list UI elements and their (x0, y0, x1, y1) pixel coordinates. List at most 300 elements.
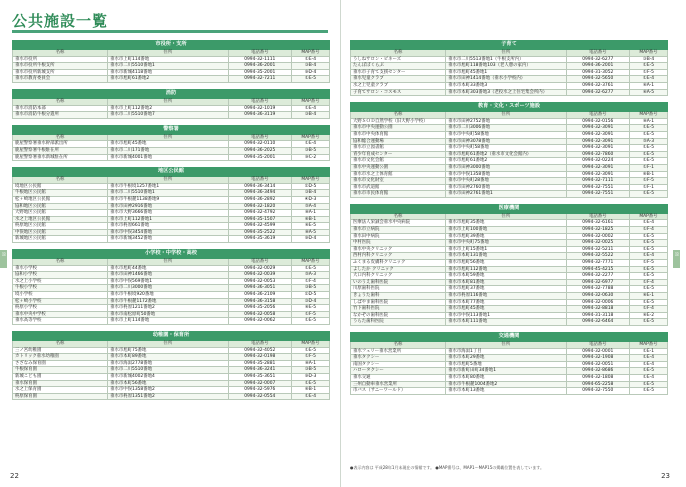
table-row (351, 76, 668, 83)
facility-name: 垂水小学校 (13, 265, 108, 272)
column-header-name: 名称 (13, 177, 108, 184)
facility-address: 垂水市田神2752番地 (446, 118, 566, 125)
table-row (13, 112, 330, 119)
facility-tel: 0994-36-2892 (228, 196, 291, 203)
facility-address: 垂水市上町15番地1 (446, 246, 566, 253)
section-title: 小学校・中学校・高校 (13, 250, 330, 259)
facility-map: ①E-4 (629, 253, 667, 260)
facility-address: 垂水市中央町28番地 (446, 178, 566, 185)
facility-name: 境地区公民館 (13, 183, 108, 190)
table-row (13, 147, 330, 154)
column-header-map: MAP番号 (291, 50, 329, 57)
facility-address: 垂水市田神2916番地 (108, 203, 228, 210)
facility-map: ③B-4 (629, 56, 667, 63)
facility-name: ふくまる皮膚科クリニック (351, 260, 446, 267)
column-header-tel: 電話番号 (566, 112, 629, 119)
facility-address: 垂水市中俣113番地1 (446, 312, 566, 319)
facility-map: ②D-5 (291, 292, 329, 299)
facility-tel: 0994-35-2001 (228, 69, 291, 76)
facility-address: 垂水市本町56番地 (108, 380, 228, 387)
section-title: 子育て (351, 41, 668, 50)
table-row (351, 184, 668, 191)
table-row (351, 368, 668, 375)
facility-name: 中俣地区公民館 (13, 229, 108, 236)
facility-name: 大口内科クリニック (351, 273, 446, 280)
table-row (351, 273, 668, 280)
facility-name: 川原歯科医院 (351, 286, 446, 293)
table-row (13, 292, 330, 299)
facility-map: ①E-4 (291, 393, 329, 400)
facility-address: 垂水市旭町45番地1 (446, 69, 566, 76)
facility-address: 垂水市本町80番地 (446, 374, 566, 381)
facility-tel: 0994-35-2881 (228, 360, 291, 367)
table-row (351, 246, 668, 253)
facility-tel: 0994-32-0029 (228, 265, 291, 272)
facility-tel: 0994-32-8818 (566, 306, 629, 313)
facility-address: 垂水市本町77番地 (446, 299, 566, 306)
facility-address: 垂水市二川3000番地 (108, 285, 228, 292)
table-row (13, 285, 330, 292)
facility-map: ①E-5 (629, 158, 667, 165)
facility-name: 垂水中央運動公園 (351, 164, 446, 171)
facility-address: 垂水市牛根麓1138番地9 (108, 196, 228, 203)
facility-name: 垂水タクシー (351, 355, 446, 362)
table-row (351, 138, 668, 145)
column-header-address: 住所 (108, 98, 228, 105)
column-header-name: 名称 (351, 112, 446, 119)
facility-map: ①E-4 (291, 105, 329, 112)
facility-address: 垂水市本町13番地 (446, 388, 566, 395)
column-header-name: 名称 (351, 341, 446, 348)
facility-tel: 0994-45-4215 (566, 266, 629, 273)
facility-map: ①E-5 (629, 131, 667, 138)
facility-address: 垂水市旭町35番地 (446, 220, 566, 227)
table-row (351, 233, 668, 240)
facility-address: 垂水市旭町5番地 (446, 361, 566, 368)
column-header-tel: 電話番号 (228, 177, 291, 184)
facility-address: 垂水市新城4001番地 (108, 154, 228, 161)
facility-tel: 0994-32-8686 (566, 368, 629, 375)
table-row (351, 266, 668, 273)
facility-address: 垂水市田神3000番地 (446, 164, 566, 171)
facility-address: 垂水市中俣3454番地 (108, 229, 228, 236)
facility-name: 鹿屋警察署垂水新城駐在所 (13, 154, 108, 161)
section-table-city (12, 40, 330, 83)
facility-map: ③B-4 (291, 190, 329, 197)
column-header-map: MAP番号 (629, 341, 667, 348)
column-header-tel: 電話番号 (228, 341, 291, 348)
facility-address: 垂水市旭町39番地 (446, 233, 566, 240)
facility-map: ①E-5 (629, 246, 667, 253)
table-row (351, 319, 668, 326)
table-row (351, 63, 668, 70)
column-header-address: 住所 (108, 50, 228, 57)
table-row (351, 306, 668, 313)
column-header-tel: 電話番号 (228, 259, 291, 266)
facility-tel: 0994-32-6277 (566, 89, 629, 96)
facility-map: ③B-5 (291, 285, 329, 292)
section-table-police (12, 125, 330, 161)
facility-address: 垂水市本町59番地 (446, 273, 566, 280)
table-row (13, 216, 330, 223)
facility-map: ①E-5 (629, 388, 667, 395)
facility-name: きょうた歯科 (351, 293, 446, 300)
facility-map: ⑤A-3 (291, 272, 329, 279)
facility-address: 垂水市田神2761番地1 (446, 191, 566, 198)
table-row (351, 164, 668, 171)
column-header-tel: 電話番号 (566, 341, 629, 348)
table-row (351, 191, 668, 198)
facility-name: なかぞの歯科医院 (351, 312, 446, 319)
facility-address: 垂水市牛根境1257番地1 (108, 183, 228, 190)
facility-tel: 0994-32-0025 (566, 240, 629, 247)
column-header-address: 住所 (108, 177, 228, 184)
facility-tel: 0994-65-2258 (566, 381, 629, 388)
section-table-fire (12, 89, 330, 119)
facility-tel: 0994-32-3091 (566, 171, 629, 178)
facility-map: ①F-4 (291, 278, 329, 285)
table-row (13, 236, 330, 243)
facility-address: 垂水市牛根麓1004番地2 (446, 381, 566, 388)
facility-tel: 0994-36-3051 (228, 285, 291, 292)
table-row (13, 69, 330, 76)
facility-tel: 0994-32-0198 (228, 354, 291, 361)
facility-name: 垂水市子育て支援センター (351, 69, 446, 76)
facility-map: ③B-5 (291, 147, 329, 154)
column-header-address: 住所 (446, 50, 566, 57)
section-table-medical (350, 204, 668, 326)
facility-name: 垂水中央中学校 (13, 311, 108, 318)
column-header-address: 住所 (108, 341, 228, 348)
table-row (13, 141, 330, 148)
facility-address: 垂水市海潟2778番地 (108, 360, 228, 367)
facility-address: 垂水市二川171番地 (108, 147, 228, 154)
facility-address: 垂水市旭町45番地 (446, 306, 566, 313)
facility-name: 垂水市水之上体育館 (351, 171, 446, 178)
facility-map: ⑥E-2 (629, 312, 667, 319)
table-row (13, 278, 330, 285)
facility-tel: 0994-32-1908 (566, 355, 629, 362)
facility-map: ①F-4 (629, 279, 667, 286)
facility-name: 垂水交通 (351, 374, 446, 381)
facility-address: 垂水市二川5513番地1（牛根支所内） (446, 56, 566, 63)
facility-name: 牛根保育園 (13, 367, 108, 374)
column-header-address: 住所 (108, 259, 228, 266)
facility-map: ⑨C-2 (291, 154, 329, 161)
column-header-map: MAP番号 (291, 259, 329, 266)
facility-address: 垂水市中央町58番地 (446, 131, 566, 138)
facility-name: 垂水市役所牛根支所 (13, 63, 108, 70)
facility-map: ①F-5 (291, 354, 329, 361)
column-header-name: 名称 (351, 213, 446, 220)
facility-address: 垂水市田神1414番地（垂水小学校内） (446, 76, 566, 83)
facility-address: 垂水市田神1466番地 (108, 272, 228, 279)
table-row (13, 311, 330, 318)
facility-tel: 0994-36-2109 (228, 292, 291, 299)
facility-map: ①E-4 (629, 355, 667, 362)
facility-map: ①E-5 (629, 151, 667, 158)
facility-name: 水之上児童クラブ (351, 82, 446, 89)
facility-tel: 0994-32-7788 (566, 286, 629, 293)
facility-address: 垂水市本町89番地 (108, 354, 228, 361)
facility-address: 垂水市旭町75番地 (108, 347, 228, 354)
section-title: 警察署 (13, 125, 330, 134)
facility-name: 松ヶ崎小学校 (13, 298, 108, 305)
facility-address: 垂水市二川5510番地 (108, 367, 228, 374)
facility-map: ⑥E-5 (291, 305, 329, 312)
left-page (0, 0, 340, 487)
column-header-address: 住所 (446, 213, 566, 220)
facility-tel: 0994-32-1111 (228, 56, 291, 63)
facility-tel: 0994-32-0630 (566, 293, 629, 300)
table-row (351, 279, 668, 286)
facility-map: ①E-5 (629, 240, 667, 247)
facility-map: ①F-1 (629, 164, 667, 171)
facility-name: 中村医院 (351, 240, 446, 247)
facility-name: よしたか クリニック (351, 266, 446, 273)
facility-address: 垂水市大野3666番地 (108, 210, 228, 217)
facility-tel: 0994-32-7551 (566, 191, 629, 198)
table-row (351, 131, 668, 138)
facility-tel: 0994-32-0554 (228, 393, 291, 400)
facility-name: 垂水市立図書館 (351, 145, 446, 152)
facility-map: ⑧A-5 (291, 229, 329, 236)
facility-name: 垂水市文化会館 (351, 158, 446, 165)
column-header-tel: 電話番号 (228, 134, 291, 141)
facility-name: 垂水市武道館 (351, 184, 446, 191)
facility-tel: 0994-36-3158 (228, 298, 291, 305)
table-row (351, 82, 668, 89)
facility-name: 垂水市消防牛根分遣所 (13, 112, 108, 119)
facility-map: ⑥B-1 (629, 171, 667, 178)
facility-name: 協和総合運動場 (351, 138, 446, 145)
table-row (13, 272, 330, 279)
section-table-childcare (350, 40, 668, 96)
facility-tel: 0994-35-2056 (228, 305, 291, 312)
facility-tel: 0994-36-2025 (228, 147, 291, 154)
facility-tel: 0994-32-3091 (566, 145, 629, 152)
facility-name: 水之上地区公民館 (13, 216, 108, 223)
table-row (13, 360, 330, 367)
table-row (13, 76, 330, 83)
facility-address: 垂水市柊原1211番地2 (108, 305, 228, 312)
table-row (13, 190, 330, 197)
footnote: ●表示内容は 平成28年1月末現在の情報です。 ●MAP番号は、MAP1〜MAP15の掲載位置を表しています。 (350, 465, 544, 470)
facility-address: 垂水市柊原661番地 (108, 223, 228, 230)
title-rule (12, 30, 328, 33)
facility-map: ⑨D-3 (291, 373, 329, 380)
column-header-tel: 電話番号 (228, 98, 291, 105)
facility-address: 垂水市中俣1358番地2 (108, 387, 228, 394)
facility-name: 垂水市役所新城支所 (13, 69, 108, 76)
facility-address: 垂水市旭町61番地2 (108, 76, 228, 83)
facility-name: 牛根小学校 (13, 285, 108, 292)
facility-tel: 0994-32-0006 (566, 299, 629, 306)
facility-address: 垂水市中俣569番地1 (108, 278, 228, 285)
table-row (351, 348, 668, 355)
table-row (351, 260, 668, 267)
facility-map: ②D-5 (291, 183, 329, 190)
facility-map: ①E-5 (291, 318, 329, 325)
facility-name: 垂水保育園 (13, 380, 108, 387)
facility-map: ①E-5 (629, 273, 667, 280)
facility-tel: 0994-32-7211 (228, 76, 291, 83)
facility-tel: 0994-35-3619 (228, 236, 291, 243)
facility-name: 境小学校 (13, 292, 108, 299)
column-header-name: 名称 (13, 134, 108, 141)
facility-map: ①E-5 (291, 380, 329, 387)
facility-tel: 0994-32-5976 (228, 387, 291, 394)
facility-name: 水之上小学校 (13, 278, 108, 285)
facility-address: 垂水市旭町45番地 (108, 141, 228, 148)
section-title: 消防 (13, 89, 330, 98)
facility-address: 垂水市上町112番地2 (108, 105, 228, 112)
section-table-culture (350, 102, 668, 198)
section-table-nursery (12, 331, 330, 400)
facility-name: 垂水市中央運動公園 (351, 125, 446, 132)
table-row (13, 196, 330, 203)
facility-tel: 0994-32-0156 (566, 118, 629, 125)
table-row (351, 240, 668, 247)
facility-map: ⑤A-4 (291, 203, 329, 210)
facility-map: ⑥A-5 (629, 89, 667, 96)
page-number-right: 23 (661, 472, 670, 480)
facility-map: ⑥A-1 (629, 82, 667, 89)
facility-name: 柊原小学校 (13, 305, 108, 312)
facility-tel: 0994-35-3651 (228, 373, 291, 380)
facility-address: 垂水市中俣1358番地 (446, 171, 566, 178)
table-row (351, 381, 668, 388)
facility-name: 鹿屋警察署垂水幹部派出所 (13, 141, 108, 148)
facility-name: 竹下歯科医院 (351, 306, 446, 313)
facility-name: 垂水市立病院 (351, 227, 446, 234)
facility-address: 垂水市本町81番地 (446, 279, 566, 286)
facility-tel: 0994-35-2001 (228, 154, 291, 161)
table-row (351, 171, 668, 178)
facility-address: 垂水市中央町58番地 (446, 145, 566, 152)
facility-name: 新城こども園 (13, 373, 108, 380)
facility-tel: 0994-32-0058 (228, 311, 291, 318)
facility-tel: 0994-36-2001 (566, 63, 629, 70)
table-row (13, 203, 330, 210)
table-row (351, 361, 668, 368)
facility-tel: 0994-32-7771 (566, 260, 629, 267)
facility-map: ①E-5 (629, 191, 667, 198)
facility-name: 垂水高等学校 (13, 318, 108, 325)
facility-map: ⑧A-1 (291, 360, 329, 367)
facility-tel: 0994-32-7111 (566, 178, 629, 185)
facility-name: 垂水市役所 (13, 56, 108, 63)
facility-name: 大野地区公民館 (13, 210, 108, 217)
table-row (351, 178, 668, 185)
facility-map: ①E-5 (629, 368, 667, 375)
section-table-schools (12, 249, 330, 325)
facility-address: 垂水市上町114番地 (108, 56, 228, 63)
facility-address: 垂水市新城3452番地 (108, 236, 228, 243)
facility-name: 協和地区公民館 (13, 203, 108, 210)
facility-address: 垂水市本町131番地 (446, 253, 566, 260)
facility-name: 垂水市文化財室 (351, 178, 446, 185)
facility-tel: 0994-32-3091 (566, 131, 629, 138)
section-table-community (12, 167, 330, 243)
facility-name: 垂水市中央体育館 (351, 131, 446, 138)
table-row (13, 367, 330, 374)
table-row (351, 374, 668, 381)
side-index-tab-left[interactable]: 公共施設 (0, 250, 7, 268)
facility-map: ①E-5 (291, 347, 329, 354)
facility-tel: 0994-32-7551 (566, 184, 629, 191)
facility-address: 垂水市二川5510番地1 (108, 63, 228, 70)
facility-tel: 0994-36-3494 (228, 190, 291, 197)
facility-tel: 0994-32-0039 (228, 272, 291, 279)
facility-tel: 0994-31-3118 (566, 312, 629, 319)
facility-address: 垂水市二川3006番地 (446, 125, 566, 132)
facility-tel: 0994-32-4599 (228, 223, 291, 230)
facility-name: 協和小学校 (13, 272, 108, 279)
facility-name: カトリック垂水幼稚園 (13, 354, 108, 361)
section-title: 医療機関 (351, 204, 668, 213)
table-row (13, 63, 330, 70)
facility-tel: 0994-35-2522 (228, 229, 291, 236)
table-row (351, 158, 668, 165)
facility-map: ①F-5 (629, 260, 667, 267)
facility-name: 牛根地区公民館 (13, 190, 108, 197)
facility-address: 垂水市南松原町50番地 (108, 311, 228, 318)
facility-tel: 0994-32-6161 (566, 220, 629, 227)
table-row (351, 151, 668, 158)
facility-address: 垂水市柊原116番地 (446, 293, 566, 300)
facility-address: 垂水市旭町118番地103（老人憩の家内） (446, 63, 566, 70)
facility-map: ①E-1 (629, 348, 667, 355)
facility-map: ①E-4 (629, 76, 667, 83)
column-header-name: 名称 (13, 341, 108, 348)
facility-tel: 0994-32-0002 (566, 233, 629, 240)
facility-name: 垂水中央クリニック (351, 246, 446, 253)
facility-tel: 0994-32-0062 (228, 318, 291, 325)
facility-map: ③B-5 (291, 367, 329, 374)
facility-name: しばやま歯科医院 (351, 299, 446, 306)
facility-map: ⑥B-1 (291, 387, 329, 394)
facility-map: ④D-3 (291, 196, 329, 203)
facility-name: 南国タクシー (351, 361, 446, 368)
facility-address: 垂水市旭町44番地 (108, 265, 228, 272)
facility-address: 垂水市本町111番地 (446, 319, 566, 326)
facility-tel: 0994-32-7860 (566, 151, 629, 158)
facility-map: ①E-5 (629, 266, 667, 273)
facility-map: ①F-5 (629, 69, 667, 76)
section-table-transport (350, 332, 668, 395)
facility-tel: 0994-32-0001 (566, 348, 629, 355)
facility-tel: 0994-36-3119 (228, 112, 291, 119)
section-title: 教育・文化・スポーツ施設 (351, 103, 668, 112)
table-row (351, 227, 668, 234)
facility-map: ①E-5 (629, 286, 667, 293)
facility-map: ①E-5 (291, 76, 329, 83)
side-index-tab-right[interactable]: 公共施設 (673, 250, 680, 268)
facility-tel: 0994-32-0051 (566, 361, 629, 368)
facility-map: ③B-4 (291, 63, 329, 70)
facility-tel: 0994-32-6277 (566, 56, 629, 63)
facility-name: いのうえ歯科医院 (351, 279, 446, 286)
column-header-tel: 電話番号 (566, 213, 629, 220)
facility-name: 松ヶ崎地区公民館 (13, 196, 108, 203)
facility-tel: 0994-32-0224 (566, 158, 629, 165)
facility-map: ①E-5 (291, 265, 329, 272)
facility-name: 垂水市市民体育館 (351, 191, 446, 198)
column-header-name: 名称 (351, 50, 446, 57)
facility-address: 垂水市二川5510番地1 (108, 190, 228, 197)
facility-tel: 0994-32-3091 (566, 164, 629, 171)
